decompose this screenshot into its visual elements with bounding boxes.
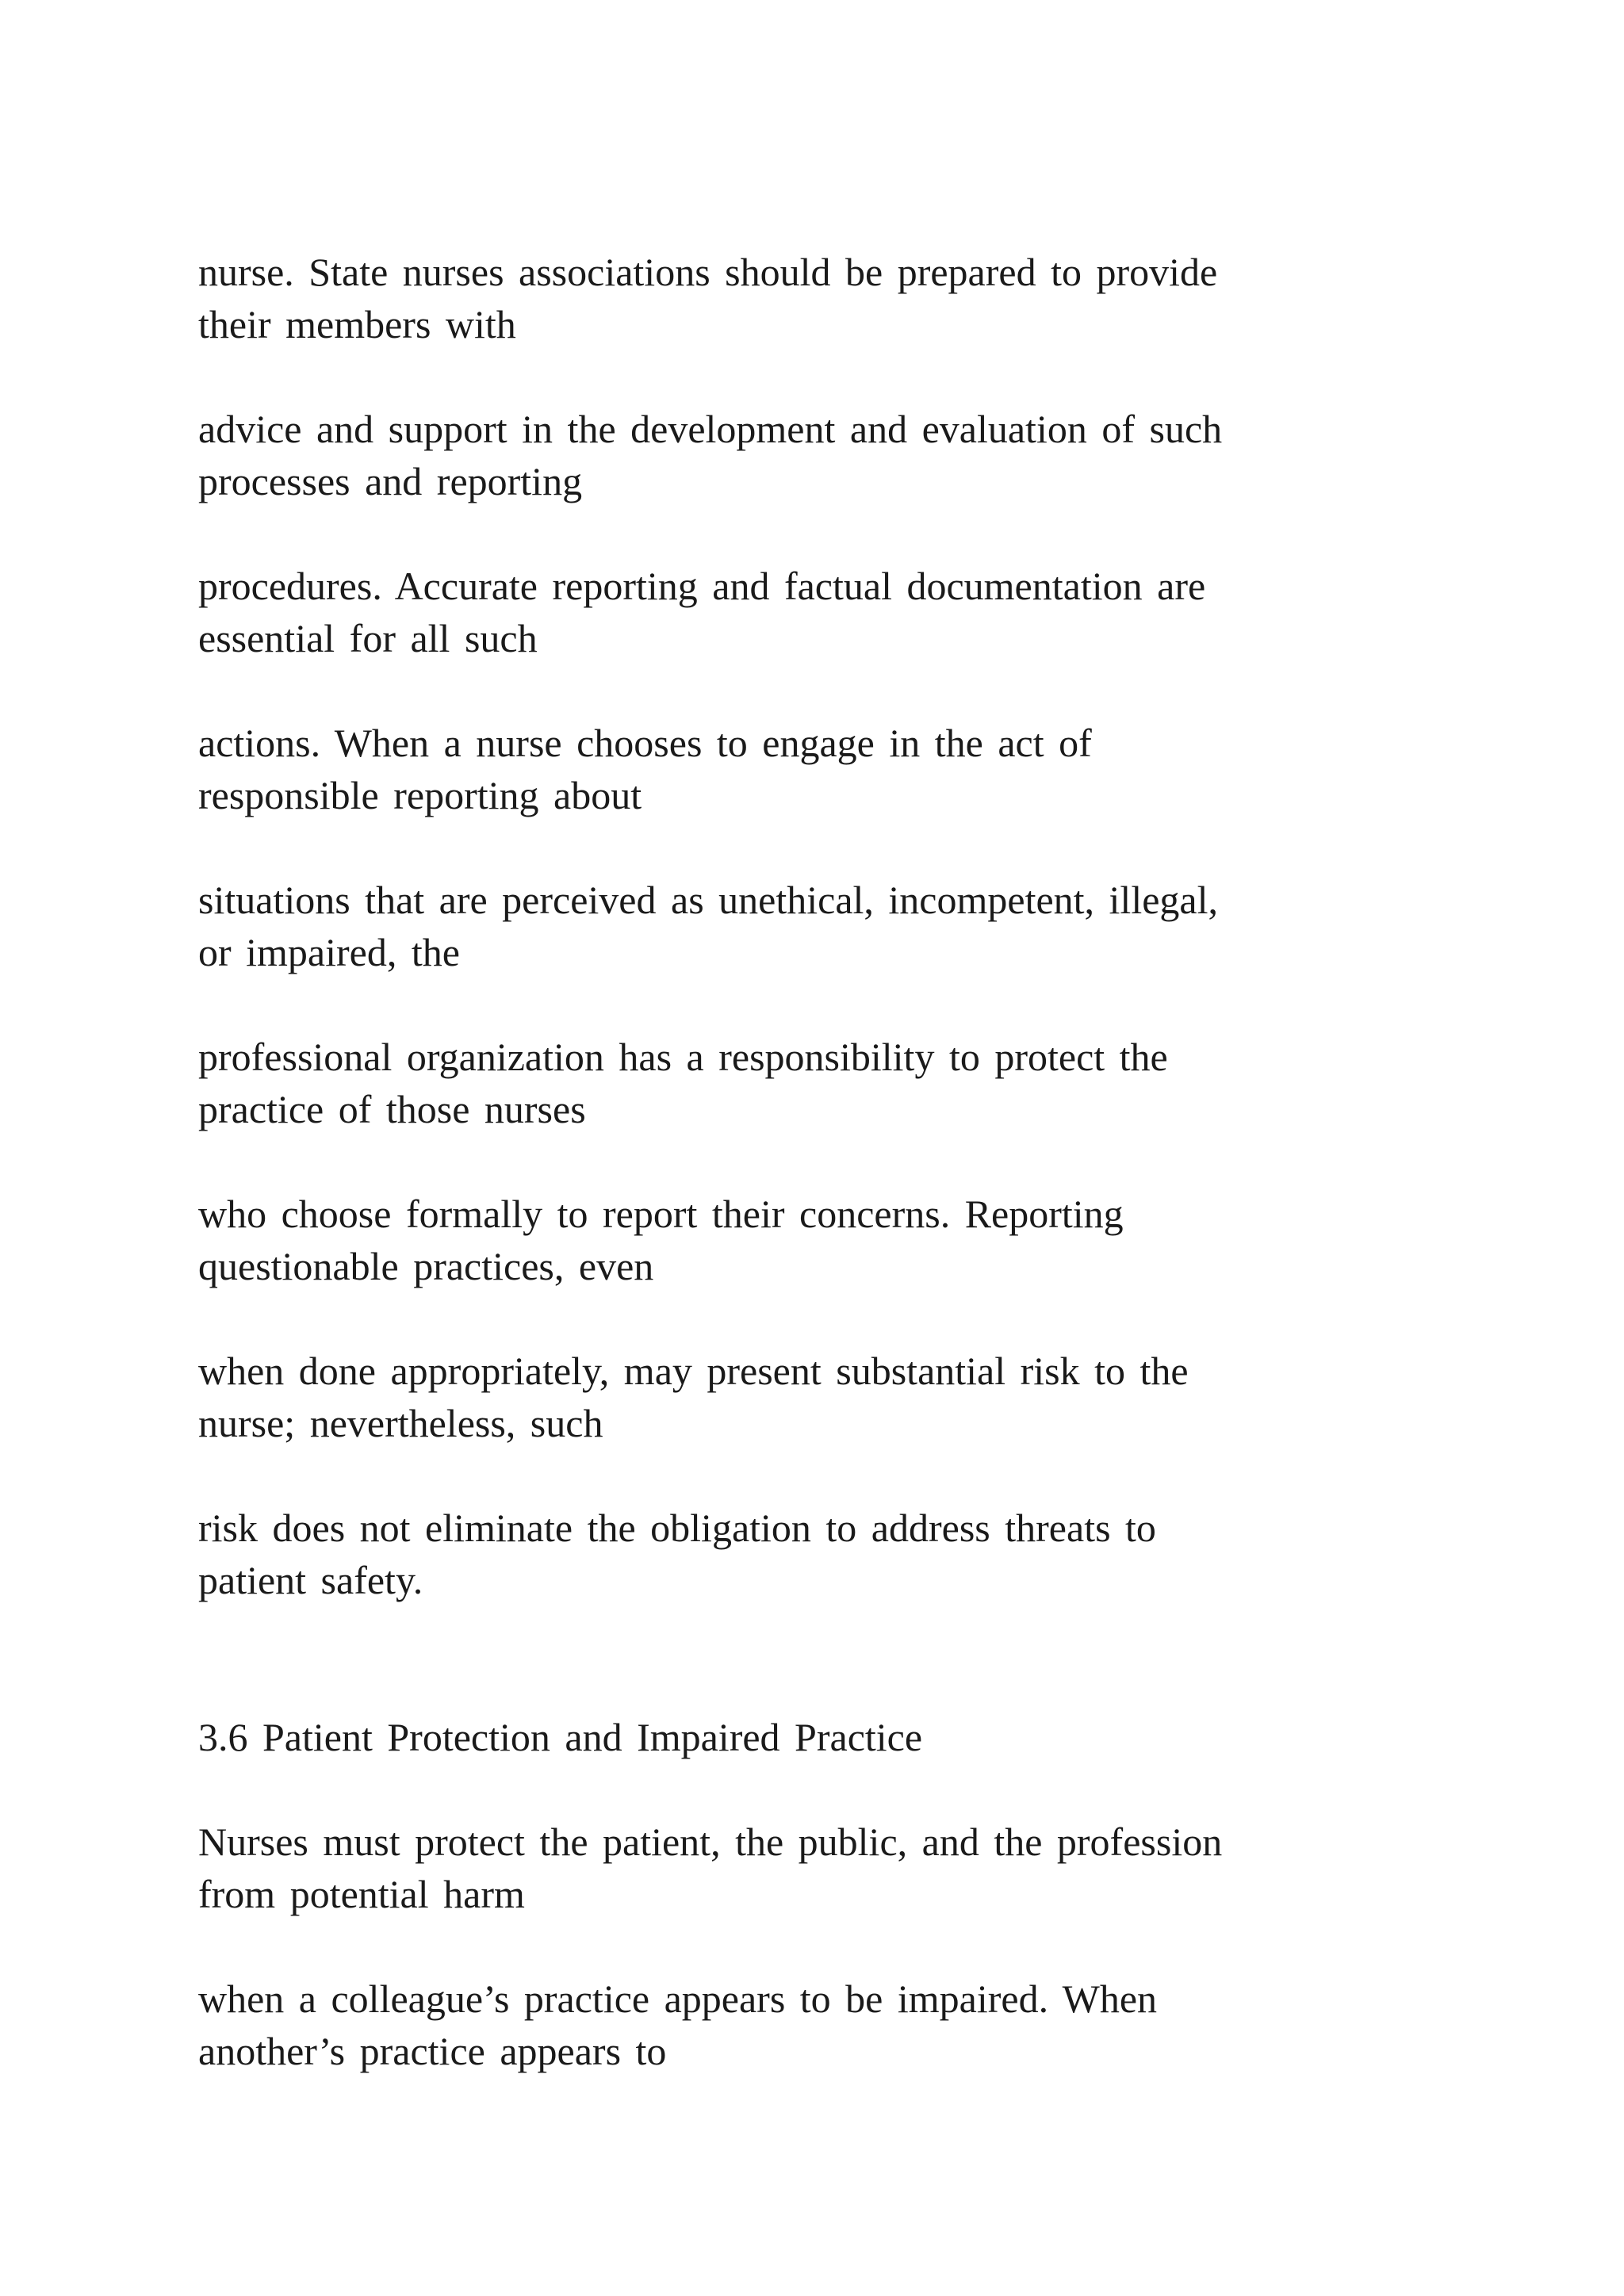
text-line: or impaired, the — [198, 930, 460, 974]
text-line: actions. When a nurse chooses to engage in the act of — [198, 721, 1092, 765]
text-line: procedures. Accurate reporting and factual documentation are — [198, 564, 1206, 608]
text-line: when a colleague’s practice appears to be impaired. When — [198, 1976, 1158, 2021]
text-line: another’s practice appears to — [198, 2029, 667, 2073]
text-line: their members with — [198, 302, 516, 346]
paragraph — [198, 560, 1435, 717]
text-line: when done appropriately, may present substantial risk to the — [198, 1349, 1189, 1393]
text-line: risk does not eliminate the obligation to address threats to — [198, 1506, 1156, 1550]
text-line: patient safety. — [198, 1558, 423, 1602]
text-line: who choose formally to report their concerns. Reporting — [198, 1192, 1124, 1236]
paragraph — [198, 1973, 1435, 2130]
paragraph — [198, 1188, 1435, 1345]
text-line: essential for all such — [198, 616, 538, 660]
text-line: from potential harm — [198, 1872, 525, 1916]
section-heading: 3.6 Patient Protection and Impaired Practice — [198, 1715, 923, 1759]
text-line: nurse. State nurses associations should be prepared to provide — [198, 250, 1218, 294]
text-line: professional organization has a responsibility to protect the — [198, 1035, 1168, 1079]
paragraph — [198, 874, 1435, 1031]
paragraph — [198, 246, 1435, 403]
text-line: advice and support in the development and evaluation of such — [198, 407, 1223, 451]
document-body — [198, 246, 1435, 2130]
paragraph — [198, 1031, 1435, 1188]
paragraph — [198, 1816, 1435, 1973]
text-line: questionable practices, even — [198, 1244, 654, 1288]
text-line: processes and reporting — [198, 459, 583, 503]
spacer — [198, 1659, 1435, 1711]
paragraph — [198, 717, 1435, 874]
text-line: nurse; nevertheless, such — [198, 1401, 603, 1445]
text-line: practice of those nurses — [198, 1087, 586, 1131]
text-line: responsible reporting about — [198, 773, 642, 817]
text-line: Nurses must protect the patient, the public, and the profession — [198, 1820, 1223, 1864]
paragraph — [198, 1345, 1435, 1502]
text-line: situations that are perceived as unethical, incompetent, illegal, — [198, 878, 1218, 922]
paragraph — [198, 403, 1435, 560]
paragraph — [198, 1502, 1435, 1659]
